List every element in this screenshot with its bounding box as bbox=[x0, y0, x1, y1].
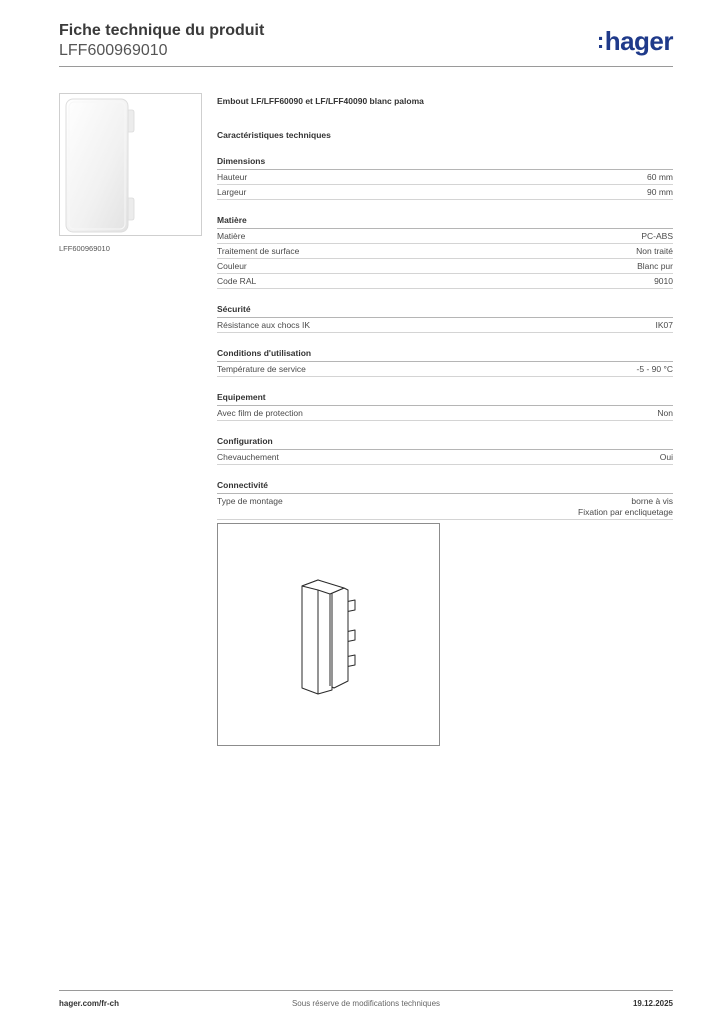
spec-value bbox=[578, 496, 673, 518]
spec-label: Couleur bbox=[217, 261, 247, 271]
spec-value-line: borne à vis bbox=[631, 496, 673, 506]
spec-label: Avec film de protection bbox=[217, 408, 303, 418]
product-name: Embout LF/LFF60090 et LF/LFF40090 blanc paloma bbox=[217, 96, 424, 106]
spec-group-configuration bbox=[217, 435, 673, 465]
spec-label: Hauteur bbox=[217, 172, 248, 182]
spec-label: Résistance aux chocs IK bbox=[217, 320, 311, 330]
spec-row bbox=[217, 259, 673, 274]
header-divider bbox=[59, 66, 673, 67]
product-reference: LFF600969010 bbox=[59, 42, 168, 59]
spec-value: IK07 bbox=[655, 320, 673, 330]
group-title: Dimensions bbox=[217, 155, 673, 170]
logo-text: hager bbox=[604, 26, 673, 56]
spec-group-connectivity bbox=[217, 479, 673, 520]
spec-group-equipment bbox=[217, 391, 673, 421]
page-header bbox=[59, 21, 673, 64]
spec-group-safety bbox=[217, 303, 673, 333]
spec-row bbox=[217, 185, 673, 200]
product-thumbnail bbox=[59, 93, 202, 236]
spec-row bbox=[217, 274, 673, 289]
spec-group-conditions bbox=[217, 347, 673, 377]
spec-label: Température de service bbox=[217, 364, 306, 374]
spec-label: Chevauchement bbox=[217, 452, 279, 462]
spec-row bbox=[217, 244, 673, 259]
page-title: Fiche technique du produit bbox=[59, 22, 265, 39]
spec-label: Type de montage bbox=[217, 496, 283, 506]
spec-group-material bbox=[217, 214, 673, 289]
spec-value: Non traité bbox=[636, 246, 673, 256]
spec-label: Traitement de surface bbox=[217, 246, 300, 256]
group-title: Sécurité bbox=[217, 303, 673, 318]
spec-label: Code RAL bbox=[217, 276, 257, 286]
end-cap-photo bbox=[60, 94, 201, 235]
spec-row bbox=[217, 229, 673, 244]
spec-content bbox=[217, 95, 673, 558]
footer-website-link[interactable]: hager.com/fr-ch bbox=[59, 999, 120, 1008]
spec-row bbox=[217, 450, 673, 465]
spec-row bbox=[217, 170, 673, 185]
spec-value-line: Fixation par encliquetage bbox=[578, 507, 673, 517]
spec-row bbox=[217, 318, 673, 333]
spec-value: Oui bbox=[659, 452, 673, 462]
spec-value: Blanc pur bbox=[637, 261, 673, 271]
spec-label: Largeur bbox=[217, 187, 247, 197]
footer-divider bbox=[59, 990, 673, 991]
spec-value: Non bbox=[657, 408, 673, 418]
spec-value: 60 mm bbox=[647, 172, 673, 182]
spec-value: PC-ABS bbox=[641, 231, 673, 241]
footer-disclaimer: Sous réserve de modifications techniques bbox=[291, 999, 441, 1008]
spec-row bbox=[217, 362, 673, 377]
hager-logo: :hager bbox=[596, 26, 673, 56]
group-title: Connectivité bbox=[217, 479, 673, 494]
spec-row bbox=[217, 494, 673, 520]
end-cap-drawing bbox=[218, 524, 439, 745]
tech-specs-heading: Caractéristiques techniques bbox=[217, 130, 331, 140]
group-title: Configuration bbox=[217, 435, 673, 450]
spec-label: Matière bbox=[217, 231, 246, 241]
spec-group-dimensions bbox=[217, 155, 673, 200]
spec-row bbox=[217, 406, 673, 421]
spec-value: 90 mm bbox=[647, 187, 673, 197]
group-title: Matière bbox=[217, 214, 673, 229]
group-title: Equipement bbox=[217, 391, 673, 406]
footer-date: 19.12.2025 bbox=[632, 999, 673, 1008]
spec-value: 9010 bbox=[654, 276, 673, 286]
group-title: Conditions d'utilisation bbox=[217, 347, 673, 362]
spec-value: -5 - 90 °C bbox=[636, 364, 673, 374]
illustration-frame bbox=[217, 523, 440, 746]
thumbnail-caption: LFF600969010 bbox=[59, 244, 110, 253]
